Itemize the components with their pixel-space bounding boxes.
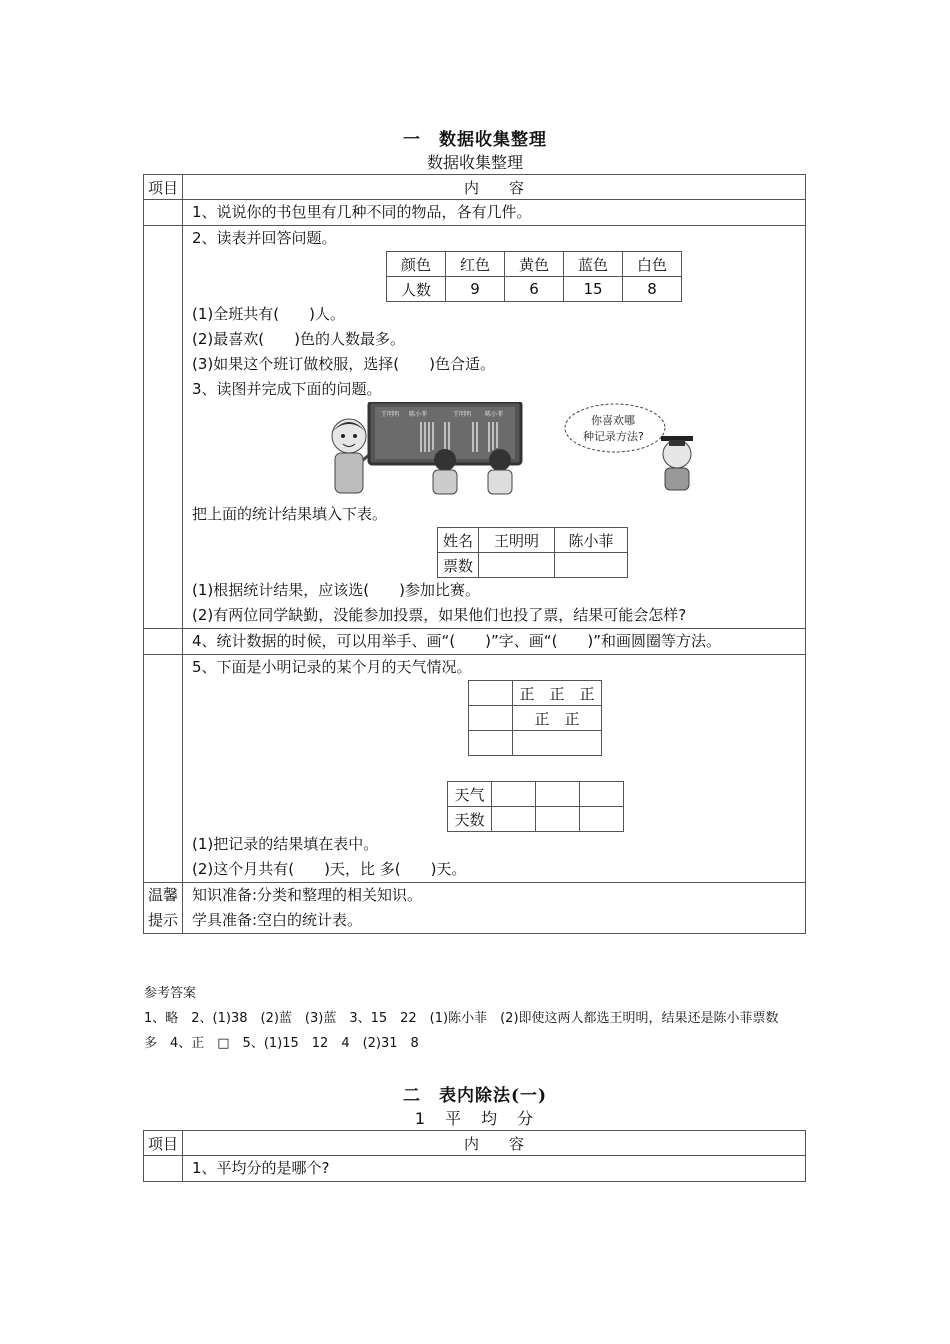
- answers-title: 参考答案: [144, 986, 197, 1001]
- color-header: 红色: [446, 252, 505, 277]
- speech-bubble: [565, 404, 665, 452]
- votes-cell[interactable]: [479, 553, 555, 578]
- color-table: [386, 251, 682, 302]
- header-item: 项目: [144, 175, 183, 200]
- tip-line: 知识准备:分类和整理的相关知识。: [192, 886, 423, 904]
- section-heading: 二 表内除法(一): [402, 1086, 548, 1106]
- tally-table: [468, 680, 602, 756]
- count-cell: 8: [623, 277, 682, 302]
- question-2-3: [183, 226, 806, 629]
- header-content: 内 容: [183, 175, 806, 200]
- weather-cell[interactable]: [580, 782, 624, 807]
- count-cell: 6: [505, 277, 564, 302]
- tally-marks: [513, 731, 602, 756]
- bubble-line: 你喜欢哪: [591, 414, 635, 427]
- board-name: 王明明: [381, 411, 400, 418]
- color-header: 黄色: [505, 252, 564, 277]
- count-cell: 15: [564, 277, 623, 302]
- classroom-illustration: [183, 402, 805, 502]
- answers-line: 1、略 2、(1)38 (2)蓝 (3)蓝 3、15 22 (1)陈小菲 (2)即使这两人都选王明明，结果还是陈小菲票数: [144, 1011, 779, 1026]
- weather-symbol-cell: [469, 706, 513, 731]
- days-cell[interactable]: [492, 807, 536, 832]
- days-cell[interactable]: [580, 807, 624, 832]
- votes-label: 票数: [438, 553, 479, 578]
- row-label: 人数: [387, 277, 446, 302]
- vote-table: [437, 527, 628, 578]
- q3-fill-prompt: 把上面的统计结果填入下表。: [192, 505, 388, 523]
- question-5: [183, 655, 806, 883]
- weather-cell[interactable]: [536, 782, 580, 807]
- candidate-name: 陈小菲: [555, 528, 628, 553]
- days-cell[interactable]: [536, 807, 580, 832]
- question-1: 1、说说你的书包里有几种不同的物品，各有几件。: [183, 200, 806, 226]
- tips-content: [183, 883, 806, 934]
- question-1: 1、平均分的是哪个?: [183, 1156, 806, 1182]
- q5-sub2: (2)这个月共有( )天，比 多( )天。: [192, 860, 467, 878]
- q3-sub2: (2)有两位同学缺勤，没能参加投票，如果他们也投了票，结果可能会怎样?: [192, 606, 687, 624]
- tally-marks: 正 正 正: [513, 681, 602, 706]
- q2-sub3: (3)如果这个班订做校服，选择( )色合适。: [192, 355, 495, 373]
- tally-marks: 正 正: [513, 706, 602, 731]
- board-name: 陈小菲: [409, 411, 428, 418]
- bubble-line: 种记录方法?: [583, 430, 644, 443]
- color-header: 颜色: [387, 252, 446, 277]
- header-item: 项目: [144, 1131, 183, 1156]
- worksheet-table-2: [143, 1130, 806, 1182]
- q5-sub1: (1)把记录的结果填在表中。: [192, 835, 379, 853]
- tips-label: 温馨 提示: [144, 883, 183, 934]
- worksheet-table: [143, 174, 806, 934]
- section-subheading: 数据收集整理: [426, 153, 523, 172]
- weather-cell[interactable]: [492, 782, 536, 807]
- illustration-svg: [183, 402, 805, 502]
- votes-cell[interactable]: [555, 553, 628, 578]
- weather-symbol-cell: [469, 681, 513, 706]
- answers-line: 多 4、正 □ 5、(1)15 12 4 (2)31 8: [144, 1036, 419, 1051]
- q5-title: 5、下面是小明记录的某个月的天气情况。: [192, 658, 472, 676]
- q2-sub1: (1)全班共有( )人。: [192, 305, 345, 323]
- weather-symbol-cell: [469, 731, 513, 756]
- count-cell: 9: [446, 277, 505, 302]
- question-4: 4、统计数据的时候，可以用举手、画“( )”字、画“( )”和画圆圈等方法。: [183, 629, 806, 655]
- weather-table: [447, 781, 624, 832]
- header-content: 内 容: [183, 1131, 806, 1156]
- color-header: 白色: [623, 252, 682, 277]
- graduate-figure: [661, 436, 693, 490]
- q2-sub2: (2)最喜欢( )色的人数最多。: [192, 330, 405, 348]
- candidate-name: 王明明: [479, 528, 555, 553]
- days-label: 天数: [448, 807, 492, 832]
- q3-sub1: (1)根据统计结果，应该选( )参加比赛。: [192, 581, 480, 599]
- weather-label: 天气: [448, 782, 492, 807]
- tip-line: 学具准备:空白的统计表。: [192, 911, 363, 929]
- board-name: 王明明: [453, 411, 472, 418]
- board-name: 陈小菲: [485, 411, 504, 418]
- name-label: 姓名: [438, 528, 479, 553]
- q3-title: 3、读图并完成下面的问题。: [192, 380, 382, 398]
- q2-title: 2、读表并回答问题。: [192, 229, 337, 247]
- section-subheading: 1 平 均 分: [414, 1109, 536, 1128]
- section-heading: 一 数据收集整理: [403, 130, 547, 150]
- color-header: 蓝色: [564, 252, 623, 277]
